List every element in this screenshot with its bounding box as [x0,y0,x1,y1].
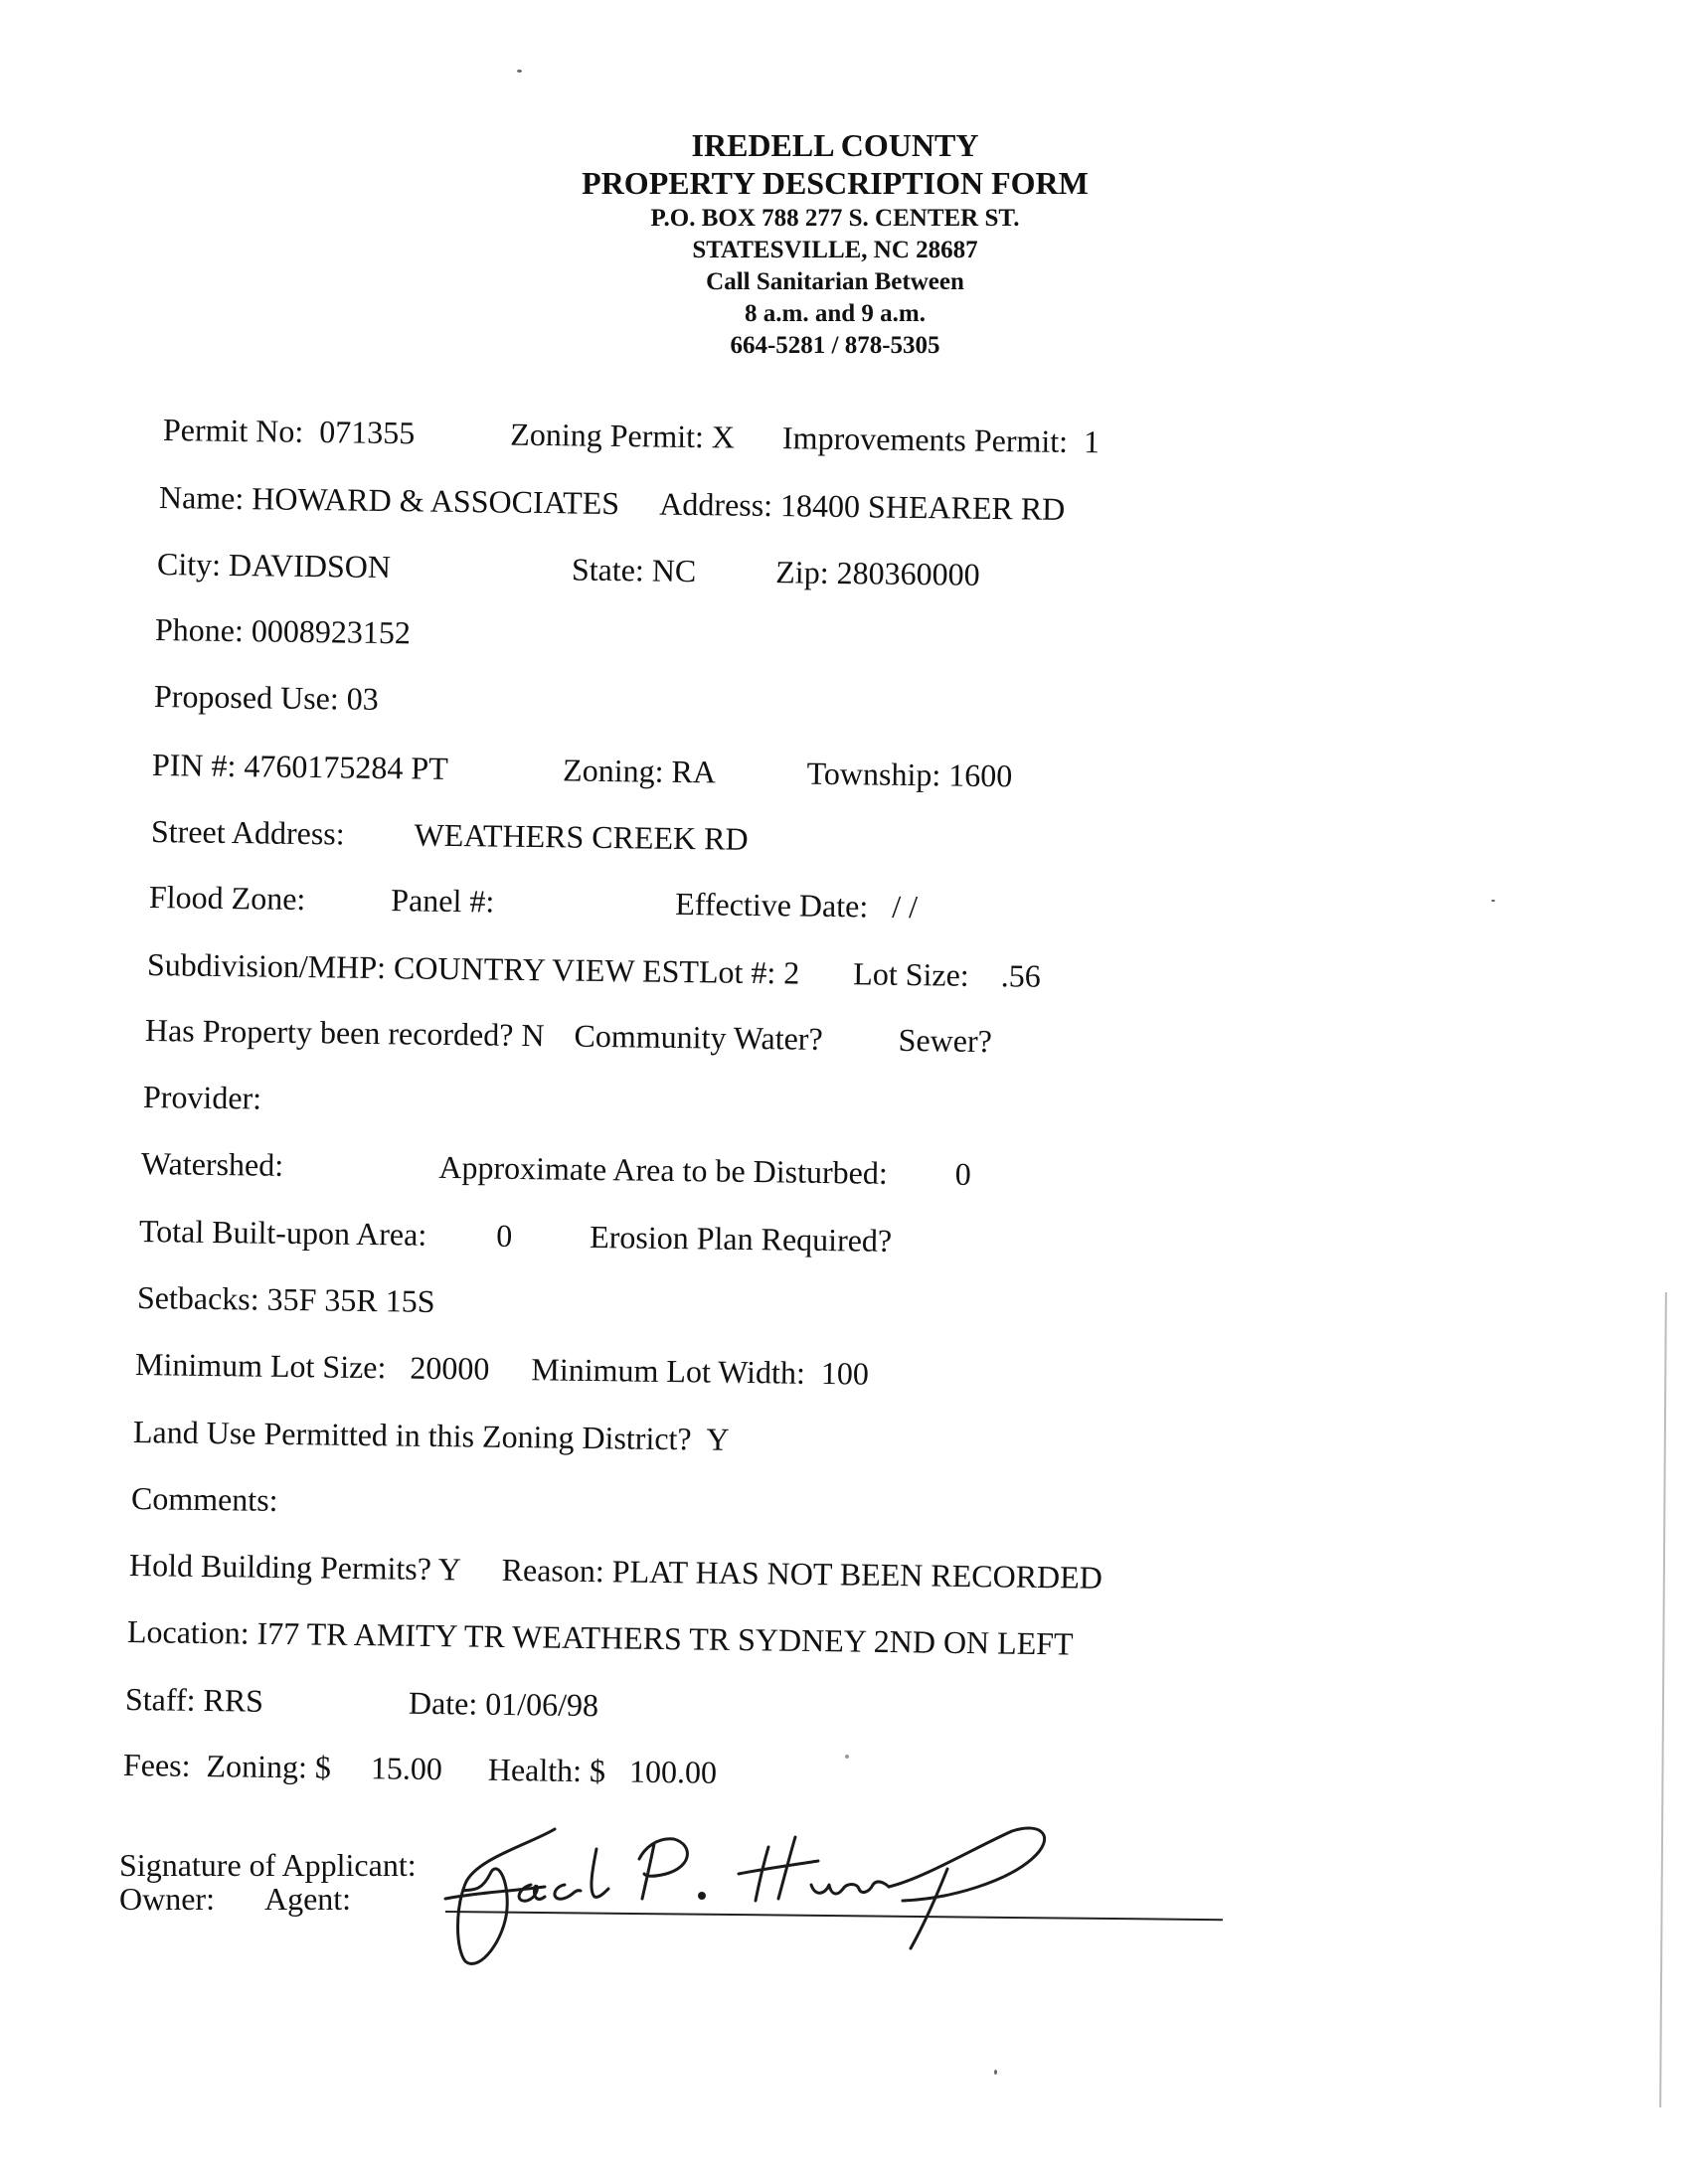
area-disturbed-field: Approximate Area to be Disturbed: 0 [438,1148,971,1192]
erosion-plan-field: Erosion Plan Required? [589,1218,893,1259]
lot-size-field: Lot Size: .56 [853,955,1041,994]
signature-label: Signature of Applicant: [119,1847,417,1883]
signature-block [117,1819,1241,1978]
min-lot-size-field: Minimum Lot Size: 20000 [134,1346,490,1387]
date-field: Date: 01/06/98 [408,1684,599,1724]
scan-edge-line [1659,1292,1667,2107]
improvements-permit-field: Improvements Permit: 1 [781,420,1101,460]
panel-field: Panel #: [391,882,495,920]
city-field: City: DAVIDSON [156,546,392,586]
owner-label: Owner: [119,1880,215,1917]
sewer-field: Sewer? [898,1021,993,1060]
comments-row [131,1480,278,1519]
scan-speck [845,1755,849,1759]
recorded-row [145,1012,992,1060]
land-use-row [133,1414,730,1458]
zoning-field: Zoning: RA [562,752,715,790]
comments-field: Comments: [130,1480,278,1518]
street-address-row [151,813,749,858]
subdivision-row [147,946,1041,995]
form-header [517,127,1153,362]
form-title: PROPERTY DESCRIPTION FORM [582,164,1089,201]
fees-row [123,1747,717,1791]
built-upon-row [139,1213,893,1260]
state-field: State: NC [571,551,697,589]
watershed-row [141,1145,971,1193]
proposed-use-field: Proposed Use: 03 [153,678,379,717]
office-phones: 664-5281 / 878-5305 [730,331,940,359]
fee-zoning-field: Zoning: $ 15.00 [206,1748,443,1787]
address-field: Address: 18400 SHEARER RD [659,485,1066,527]
flood-zone-field: Flood Zone: [148,879,306,918]
lot-no-field: Lot #: 2 [698,953,800,991]
permit-no-field: Permit No: 071355 [162,412,416,451]
name-field: Name: HOWARD & ASSOCIATES [158,479,620,522]
setbacks-row [137,1279,435,1320]
hold-permits-row [129,1547,1102,1596]
subdivision-field: Subdivision/MHP: COUNTRY VIEW EST [146,946,700,990]
call-hours: 8 a.m. and 9 a.m. [745,299,926,327]
pin-field: PIN #: 4760175284 PT [151,747,448,786]
call-instructions: Call Sanitarian Between [706,267,964,295]
setbacks-field: Setbacks: 35F 35R 15S [136,1279,435,1319]
staff-field: Staff: RRS [124,1681,264,1719]
provider-row [143,1079,262,1117]
location-field: Location: I77 TR AMITY TR WEATHERS TR SYDNEY 2ND ON LEFT [126,1613,1074,1662]
permit-no-value: 071355 [319,414,416,451]
zip-field: Zip: 280360000 [775,554,980,592]
hold-permits-field: Hold Building Permits? Y [128,1547,460,1588]
minimum-lot-row [135,1346,869,1393]
reason-field: Reason: PLAT HAS NOT BEEN RECORDED [501,1551,1103,1596]
location-row [127,1613,1074,1662]
zoning-permit-field: Zoning Permit: X [510,416,736,455]
scan-speck [1491,900,1495,902]
phone-row [155,611,411,651]
agent-label: Agent: [263,1880,352,1917]
fees-label: Fees: [122,1747,191,1783]
pin-row [152,747,1013,794]
city-row [157,546,980,593]
provider-field: Provider: [142,1079,262,1116]
township-field: Township: 1600 [806,755,1013,794]
scan-speck [994,2070,997,2075]
street-address-field: Street Address: WEATHERS CREEK RD [150,813,749,857]
flood-zone-row [149,879,918,925]
watershed-field: Watershed: [140,1145,284,1183]
county-title: IREDELL COUNTY [691,127,979,163]
effective-date-field: Effective Date: / / [675,885,919,925]
name-row [159,479,1066,528]
fee-health-field: Health: $ 100.00 [487,1751,718,1790]
phone-field: Phone: 0008923152 [154,611,412,651]
owner-agent-labels [119,1880,417,1917]
land-use-field: Land Use Permitted in this Zoning District? Y [132,1414,730,1457]
staff-row [125,1681,599,1724]
recorded-field: Has Property been recorded? N [144,1012,545,1054]
built-upon-field: Total Built-upon Area: 0 [138,1213,513,1254]
office-address: P.O. BOX 788 277 S. CENTER ST. [650,204,1020,232]
handwritten-signature [435,1819,1131,1978]
proposed-use-row [154,678,379,718]
permit-row [163,412,1101,460]
community-water-field: Community Water? [574,1017,823,1057]
office-city: STATESVILLE, NC 28687 [692,236,978,263]
min-lot-width-field: Minimum Lot Width: 100 [531,1351,870,1392]
scan-speck [517,70,522,73]
